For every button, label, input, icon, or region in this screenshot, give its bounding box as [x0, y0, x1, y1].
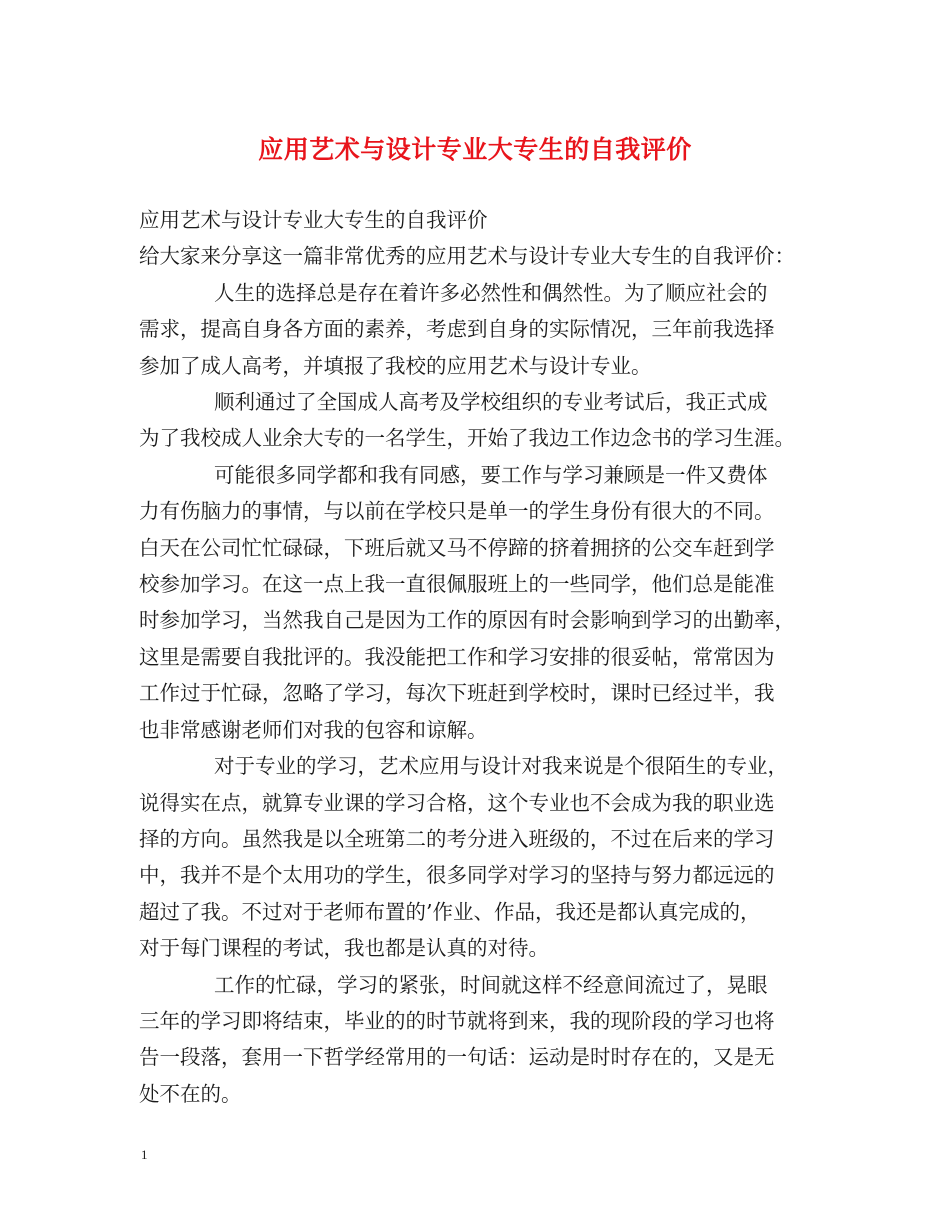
- paragraph-line: 需求，提高自身各方面的素养，考虑到自身的实际情况，三年前我选择: [139, 317, 775, 342]
- paragraph-line: 择的方向。虽然我是以全班第二的考分进入班级的，不过在后来的学习: [139, 826, 775, 851]
- paragraph-4: [139, 748, 839, 966]
- paragraph-3: [139, 457, 839, 748]
- paragraph-line: 工作过于忙碌，忽略了学习，每次下班赶到学校时，课时已经过半，我: [139, 681, 775, 706]
- page-number: 1: [141, 1147, 148, 1162]
- paragraph-line: 力有伤脑力的事情，与以前在学校只是单一的学生身份有很大的不同。: [139, 499, 775, 524]
- paragraph-line: 处不在的。: [139, 1081, 242, 1106]
- paragraph-line: 三年的学习即将结束，毕业的的时节就将到来，我的现阶段的学习也将: [139, 1008, 775, 1033]
- paragraph-line: 超过了我。不过对于老师布置的’作业、作品，我还是都认真完成的，: [139, 899, 761, 924]
- paragraph-line: 这里是需要自我批评的。我没能把工作和学习安排的很妥帖，常常因为: [139, 644, 775, 669]
- paragraph-line: 也非常感谢老师们对我的包容和谅解。: [139, 717, 488, 742]
- paragraph-line: 对于每门课程的考试，我也都是认真的对待。: [139, 936, 549, 961]
- paragraph-line: 对于专业的学习，艺术应用与设计对我来说是个很陌生的专业，: [214, 754, 788, 779]
- document-intro: 给大家来分享这一篇非常优秀的应用艺术与设计专业大专生的自我评价：: [139, 244, 795, 269]
- paragraph-line: 可能很多同学都和我有同感，要工作与学习兼顾是一件又费体: [214, 462, 768, 487]
- paragraph-line: 说得实在点，就算专业课的学习合格，这个专业也不会成为我的职业选: [139, 790, 775, 815]
- paragraph-line: 为了我校成人业余大专的一名学生，开始了我边工作边念书的学习生涯。: [139, 426, 795, 451]
- document-subtitle: 应用艺术与设计专业大专生的自我评价: [139, 208, 488, 232]
- paragraph-line: 中，我并不是个太用功的学生，很多同学对学习的坚持与努力都远远的: [139, 863, 775, 888]
- document-body: [139, 202, 839, 1112]
- paragraph-line: 人生的选择总是存在着许多必然性和偶然性。为了顺应社会的: [214, 280, 768, 305]
- paragraph-1: [139, 275, 839, 384]
- paragraph-line: 工作的忙碌，学习的紧张，时间就这样不经意间流过了，晃眼: [214, 972, 768, 997]
- paragraph-line: 校参加学习。在这一点上我一直很佩服班上的一些同学，他们总是能准: [139, 572, 775, 597]
- paragraph-line: 参加了成人高考，并填报了我校的应用艺术与设计专业。: [139, 353, 652, 378]
- paragraph-line: 白天在公司忙忙碌碌，下班后就又马不停蹄的挤着拥挤的公交车赶到学: [139, 535, 775, 560]
- paragraph-line: 时参加学习，当然我自己是因为工作的原因有时会影响到学习的出勤率，: [139, 608, 795, 633]
- document-title: 应用艺术与设计专业大专生的自我评价: [258, 135, 692, 164]
- paragraph-5: [139, 967, 839, 1113]
- paragraph-line: 顺利通过了全国成人高考及学校组织的专业考试后，我正式成: [214, 390, 768, 415]
- paragraph-line: 告一段落，套用一下哲学经常用的一句话：运动是时时存在的，又是无: [139, 1045, 775, 1070]
- paragraph-2: [139, 384, 839, 457]
